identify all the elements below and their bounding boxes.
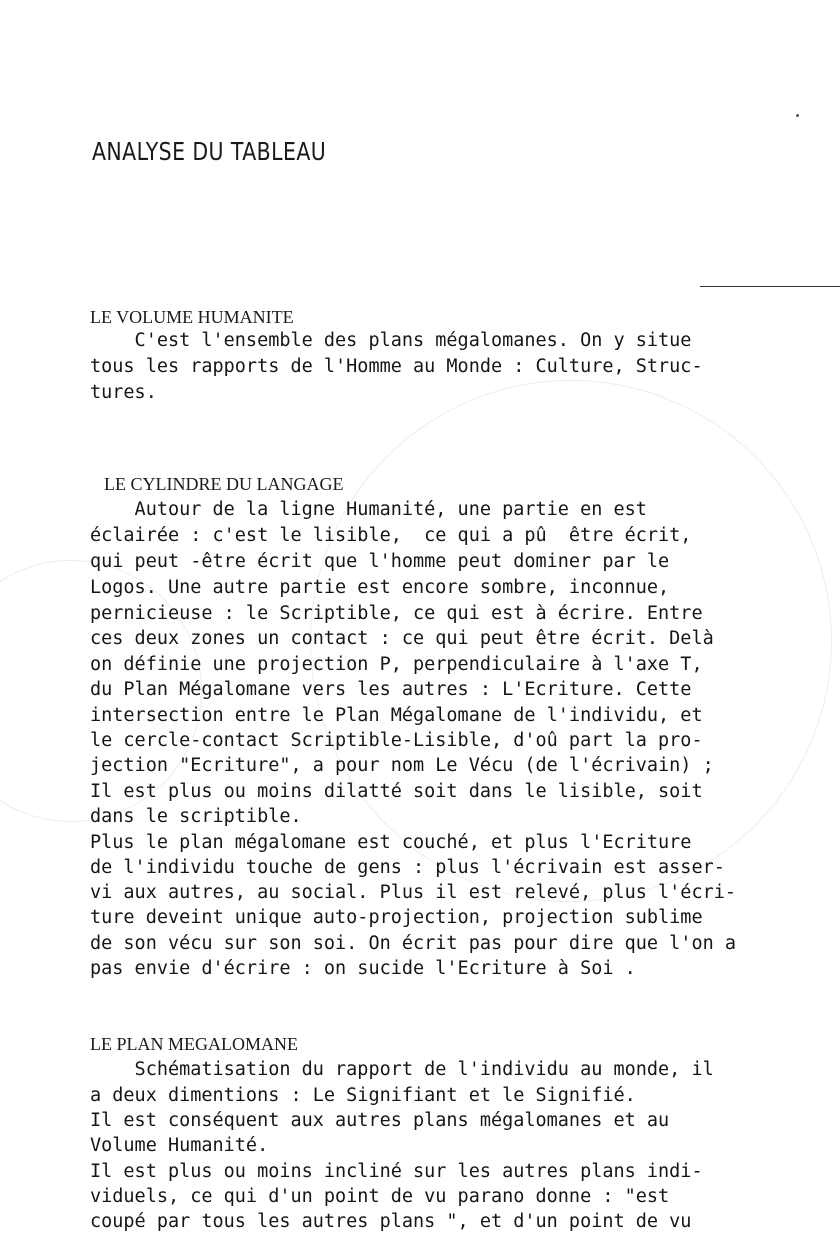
section-line: de l'individu touche de gens : plus l'écrivain est asser- (90, 857, 725, 878)
section-line: jection "Ecriture", a pour nom Le Vécu (de l'écrivain) ; (90, 755, 714, 776)
section-line: le cercle-contact Scriptible-Lisible, d'oû part la pro- (90, 730, 703, 751)
section-heading-plan-megalomane: LE PLAN MEGALOMANE (90, 1034, 298, 1054)
section-line: pernicieuse : le Scriptible, ce qui est à écrire. Entre (90, 603, 703, 624)
section-line: Il est conséquent aux autres plans mégalomanes et au (90, 1110, 670, 1131)
section-line: pas envie d'écrire : on sucide l'Ecriture à Soi . (90, 958, 636, 979)
section-line: du Plan Mégalomane vers les autres : L'Ecriture. Cette (90, 679, 692, 700)
paper-speck (796, 114, 799, 117)
section-line: ces deux zones un contact : ce qui peut être écrit. Delà (90, 628, 714, 649)
section-line: Il est plus ou moins dilatté soit dans le lisible, soit (90, 781, 703, 802)
section-line: vi aux autres, au social. Plus il est relevé, plus l'écri- (90, 882, 737, 903)
section-line: ture deveint unique auto-projection, projection sublime (90, 907, 703, 928)
section-line: Schématisation du rapport de l'individu au monde, il (90, 1059, 714, 1080)
section-line: qui peut -être écrit que l'homme peut dominer par le (90, 551, 670, 572)
page-title: ANALYSE DU TABLEAU (92, 137, 327, 166)
section-line: dans le scriptible. (90, 806, 302, 827)
horizontal-rule (700, 286, 840, 287)
section-line: éclairée : c'est le lisible, ce qui a pû être écrit, (90, 525, 692, 546)
section-line: intersection entre le Plan Mégalomane de l'individu, et (90, 705, 703, 726)
section-line: coupé par tous les autres plans ", et d'un point de vu (90, 1211, 692, 1232)
section-line: a deux dimentions : Le Signifiant et le Signifié. (90, 1085, 636, 1106)
section-heading-cylindre-du-langage: LE CYLINDRE DU LANGAGE (104, 474, 344, 494)
section-line: Volume Humanité. (90, 1135, 269, 1156)
section-line: Il est plus ou moins incliné sur les autres plans indi- (90, 1161, 703, 1182)
section-line: viduels, ce qui d'un point de vu parano donne : "est (90, 1186, 670, 1207)
section-line: C'est l'ensemble des plans mégalomanes. On y situe (90, 330, 692, 351)
section-line: Plus le plan mégalomane est couché, et plus l'Ecriture (90, 832, 692, 853)
section-line: de son vécu sur son soi. On écrit pas pour dire que l'on a (90, 933, 737, 954)
section-line: Autour de la ligne Humanité, une partie en est (90, 499, 647, 520)
section-line: Logos. Une autre partie est encore sombre, inconnue, (90, 577, 670, 598)
section-heading-volume-humanite: LE VOLUME HUMANITE (90, 307, 294, 327)
section-line: tures. (90, 382, 157, 403)
section-line: on définie une projection P, perpendiculaire à l'axe T, (90, 654, 703, 675)
section-line: tous les rapports de l'Homme au Monde : Culture, Struc- (90, 356, 703, 377)
